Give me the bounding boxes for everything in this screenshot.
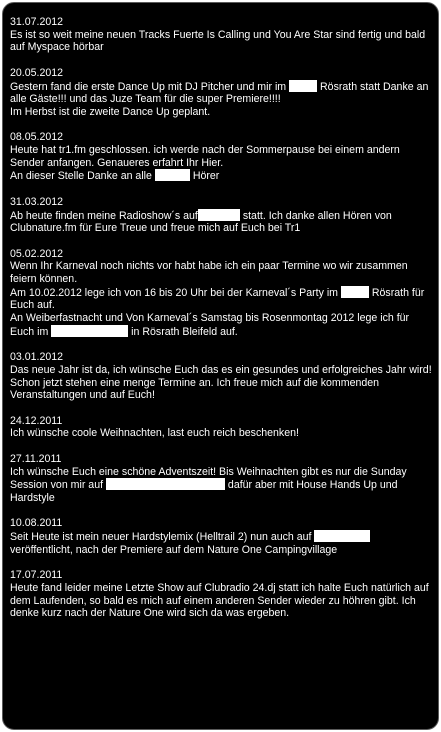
entry-text: Ich wünsche Euch eine schöne Adventszeit! Bis Weihnachten gibt es nur die Sunday Session von mir auf xyxy=(10,465,407,492)
entry-date: 31.07.2012 xyxy=(10,16,64,28)
news-entry xyxy=(10,415,432,440)
entry-text: Es ist so weit meine neuen Tracks Fuerte Is Calling und You Are Star sind fertig und bald auf Myspace hörbar xyxy=(10,28,426,54)
redacted-text xyxy=(289,80,317,92)
news-entry xyxy=(10,248,432,339)
entry-text: Wenn Ihr Karneval noch nichts vor habt habe ich ein paar Termine wo wir zusammen feiern können. Am 10.02.2012 lege ich von 16 bis 20 Uhr bei der Karneval´s Party im xyxy=(10,260,408,299)
entry-date: 17.07.2011 xyxy=(10,569,63,582)
entry-body xyxy=(10,466,432,505)
entry-text: veröffentlicht, nach der Premiere auf dem Nature One Campingvillage xyxy=(10,543,338,556)
entry-body xyxy=(10,209,432,235)
news-entry xyxy=(10,67,432,119)
entry-text: Heute fand leider meine Letzte Show auf Clubradio 24.dj statt ich halte Euch natürlich auf dem Laufenden, so bald es mich auf einem anderen Sender wieder zu höhren gibt. Ich denke kurz nach der Nature One wird sich da was ergeben. xyxy=(10,581,429,620)
entry-body xyxy=(10,144,432,183)
entry-text: Ich wünsche coole Weihnachten, last euch reich beschenken! xyxy=(10,427,299,440)
entry-text: in Rösrath Bleifeld auf. xyxy=(128,325,238,338)
news-entry xyxy=(10,351,432,402)
entry-text: Rösrath für Euch auf. An Weiberfastnacht und Von Karneval´s Samstag bis Rosenmontag 2012 lege ich für Euch im xyxy=(10,286,425,338)
news-entry xyxy=(10,569,432,620)
redacted-text xyxy=(155,169,190,181)
entry-date: 08.05.2012 xyxy=(10,131,64,144)
entry-body xyxy=(10,260,432,338)
entry-text: dafür aber mit House Hands Up und Hardstyle xyxy=(10,479,398,504)
entry-text: Hörer xyxy=(189,170,220,183)
entry-date: 20.05.2012 xyxy=(10,66,64,79)
entry-text: statt. Ich danke allen Hören von Clubnature.fm für Eure Treue und freue mich auf Euch bei Tr1 xyxy=(10,209,392,235)
entry-text: Rösrath statt Danke an alle Gäste!!! und das Juze Team für die super Premiere!!!! Im Herbst ist die zweite Dance Up geplant. xyxy=(10,80,429,118)
entry-date: 27.11.2011 xyxy=(10,452,62,465)
redacted-text xyxy=(341,286,369,298)
entry-text: Das neue Jahr ist da, ich wünsche Euch das es ein gesundes und erfolgreiches Jahr wird! Schon jetzt stehen eine menge Termine an. Ich freue mich auf die kommenden Veranstaltungen und auf Euch! xyxy=(10,363,432,402)
entry-text: Seit Heute ist mein neuer Hardstylemix (Helltrail 2) nun auch auf xyxy=(10,531,315,543)
entry-date: 03.01.2012 xyxy=(10,351,64,364)
entry-body xyxy=(10,364,432,402)
entry-text: Ab heute finden meine Radioshow´s auf xyxy=(10,209,198,222)
redacted-text xyxy=(106,478,225,490)
entry-body xyxy=(10,80,432,119)
entry-text: Heute hat tr1.fm geschlossen. ich werde nach der Sommerpause bei einem andern Sender anfangen. Genaueres erfahrt Ihr Hier. An dieser Stelle Danke an alle xyxy=(10,144,400,183)
news-panel xyxy=(2,2,439,730)
entry-text: Gestern fand die erste Dance Up mit DJ Pitcher und mir im xyxy=(10,80,290,93)
entry-date: 10.08.2011 xyxy=(10,517,63,530)
news-entry xyxy=(10,196,432,235)
redacted-text xyxy=(51,325,128,337)
entry-body xyxy=(10,530,432,556)
entry-date: 05.02.2012 xyxy=(10,247,64,260)
entry-body xyxy=(10,582,432,620)
entry-body xyxy=(10,427,432,440)
news-entry xyxy=(10,16,432,54)
entry-body xyxy=(10,29,432,54)
entry-date: 24.12.2011 xyxy=(10,414,63,427)
redacted-text xyxy=(198,209,240,221)
redacted-text xyxy=(314,530,370,542)
news-entry xyxy=(10,517,432,556)
news-entry xyxy=(10,131,432,183)
news-entry xyxy=(10,453,432,505)
entry-date: 31.03.2012 xyxy=(10,195,64,208)
